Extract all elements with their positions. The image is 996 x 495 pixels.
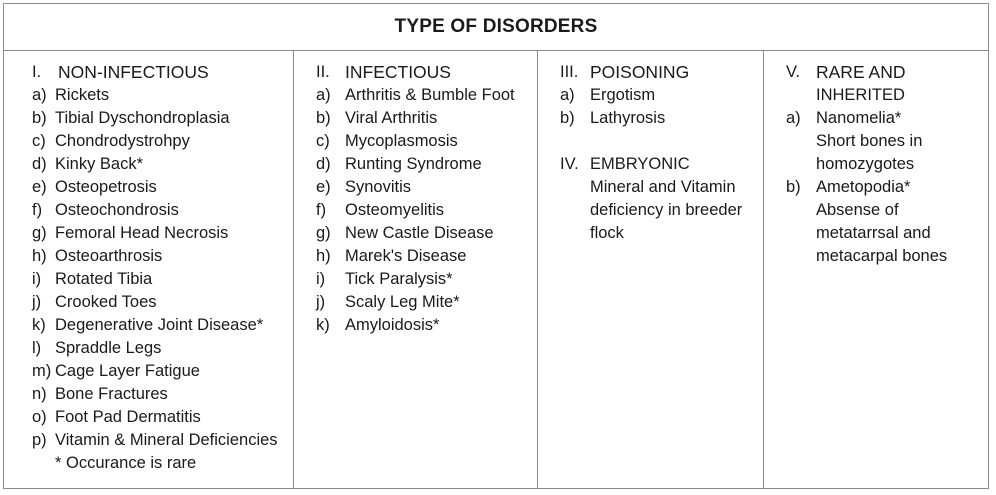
item-marker: e) xyxy=(316,178,331,196)
item-text: Runting Syndrome xyxy=(345,155,482,173)
list-item xyxy=(32,383,293,406)
column-heading xyxy=(786,61,990,84)
item-text: Osteomyelitis xyxy=(345,201,445,219)
item-marker: i) xyxy=(316,270,326,288)
list-item xyxy=(316,153,537,176)
item-text: Chondrodystrohpy xyxy=(55,132,190,150)
list-item xyxy=(32,314,293,337)
item-marker: g) xyxy=(32,224,47,242)
item-marker: a) xyxy=(32,86,47,104)
list-item xyxy=(32,429,293,452)
column-non-infectious xyxy=(4,51,293,488)
list-item xyxy=(32,291,293,314)
item-text: Arthritis & Bumble Foot xyxy=(345,86,515,104)
embryonic-description-line: deficiency in breeder xyxy=(590,201,743,219)
item-marker: a) xyxy=(316,86,331,104)
embryonic-description-line: flock xyxy=(590,224,624,242)
list-item xyxy=(316,245,537,268)
item-marker: c) xyxy=(32,132,46,150)
item-marker: k) xyxy=(316,316,330,334)
disorder-list xyxy=(316,84,537,337)
disorder-list xyxy=(560,84,763,130)
item-text: Rotated Tibia xyxy=(55,270,153,288)
item-text: Ametopodia* xyxy=(816,178,911,196)
item-text: Tibial Dyschondroplasia xyxy=(55,109,230,127)
list-item xyxy=(32,406,293,429)
item-marker: p) xyxy=(32,431,47,449)
list-item xyxy=(32,268,293,291)
item-text: Femoral Head Necrosis xyxy=(55,224,229,242)
heading-number: I. xyxy=(32,63,42,81)
item-text: Kinky Back* xyxy=(55,155,144,173)
item-marker: d) xyxy=(32,155,47,173)
column-infectious xyxy=(293,51,537,488)
item-text: Osteoarthrosis xyxy=(55,247,163,265)
heading-text: INFECTIOUS xyxy=(345,62,451,82)
item-text: Osteopetrosis xyxy=(55,178,157,196)
item-text: Nanomelia* xyxy=(816,109,902,127)
item-marker: m) xyxy=(32,362,52,380)
item-text: New Castle Disease xyxy=(345,224,494,242)
item-marker: b) xyxy=(786,178,801,196)
list-item xyxy=(32,84,293,107)
heading-number: V. xyxy=(786,63,801,81)
item-detail-line: metatarrsal and xyxy=(816,224,931,242)
heading-text-line2: INHERITED xyxy=(816,86,905,104)
list-item xyxy=(560,84,763,107)
column-poisoning xyxy=(537,51,763,488)
spacer xyxy=(560,130,763,153)
list-item xyxy=(316,199,537,222)
item-marker: l) xyxy=(32,339,42,357)
list-item xyxy=(32,222,293,245)
item-marker: a) xyxy=(560,86,575,104)
list-item xyxy=(316,268,537,291)
item-marker: c) xyxy=(316,132,330,150)
item-detail-line: metacarpal bones xyxy=(816,247,948,265)
subheading-embryonic xyxy=(560,153,763,176)
item-marker: b) xyxy=(32,109,47,127)
list-item xyxy=(316,314,537,337)
disorder-list xyxy=(32,84,293,452)
list-item xyxy=(786,176,990,199)
list-item xyxy=(786,107,990,130)
item-text: Osteochondrosis xyxy=(55,201,179,219)
list-item xyxy=(560,107,763,130)
list-item xyxy=(32,199,293,222)
table-title: TYPE OF DISORDERS xyxy=(4,4,988,51)
heading-number: II. xyxy=(316,63,330,81)
heading-text: POISONING xyxy=(590,62,690,82)
item-marker: a) xyxy=(786,109,801,127)
item-marker: b) xyxy=(316,109,331,127)
heading-number: III. xyxy=(560,63,579,81)
item-marker: d) xyxy=(316,155,331,173)
item-detail-line: Short bones in xyxy=(816,132,923,150)
item-detail-line: homozygotes xyxy=(816,155,915,173)
item-text: Foot Pad Dermatitis xyxy=(55,408,201,426)
item-text: Vitamin & Mineral Deficiencies xyxy=(55,431,278,449)
list-item xyxy=(32,337,293,360)
item-text: Scaly Leg Mite* xyxy=(345,293,460,311)
item-text: Rickets xyxy=(55,86,110,104)
list-item xyxy=(32,360,293,383)
item-marker: h) xyxy=(316,247,331,265)
heading-text: RARE AND xyxy=(816,62,906,82)
item-text: Ergotism xyxy=(590,86,656,104)
list-item xyxy=(316,84,537,107)
list-item xyxy=(316,222,537,245)
item-marker: b) xyxy=(560,109,575,127)
item-text: Amyloidosis* xyxy=(345,316,440,334)
column-rare-inherited xyxy=(763,51,990,488)
list-item xyxy=(32,107,293,130)
item-text: Spraddle Legs xyxy=(55,339,162,357)
item-text: Tick Paralysis* xyxy=(345,270,453,288)
column-heading xyxy=(560,61,763,84)
item-marker: n) xyxy=(32,385,47,403)
list-item xyxy=(32,176,293,199)
footnote: * Occurance is rare xyxy=(55,454,197,472)
item-marker: k) xyxy=(32,316,46,334)
column-heading xyxy=(32,61,293,84)
item-marker: i) xyxy=(32,270,42,288)
list-item xyxy=(316,107,537,130)
list-item xyxy=(316,291,537,314)
item-marker: e) xyxy=(32,178,47,196)
item-text: Marek's Disease xyxy=(345,247,467,265)
item-marker: f) xyxy=(316,201,327,219)
list-item xyxy=(32,245,293,268)
item-text: Mycoplasmosis xyxy=(345,132,458,150)
item-marker: h) xyxy=(32,247,47,265)
heading-text: EMBRYONIC xyxy=(590,155,690,173)
item-detail-line: Absense of xyxy=(816,201,899,219)
heading-number: IV. xyxy=(560,155,579,173)
item-marker: o) xyxy=(32,408,47,426)
disorders-table xyxy=(3,3,989,489)
item-text: Viral Arthritis xyxy=(345,109,438,127)
item-marker: f) xyxy=(32,201,43,219)
item-text: Degenerative Joint Disease* xyxy=(55,316,264,334)
list-item xyxy=(316,130,537,153)
embryonic-description-line: Mineral and Vitamin xyxy=(590,178,736,196)
list-item xyxy=(32,130,293,153)
heading-text: NON-INFECTIOUS xyxy=(58,62,209,82)
item-marker: j) xyxy=(32,293,42,311)
item-text: Bone Fractures xyxy=(55,385,168,403)
item-marker: g) xyxy=(316,224,331,242)
list-item xyxy=(32,153,293,176)
column-heading xyxy=(316,61,537,84)
item-text: Lathyrosis xyxy=(590,109,666,127)
item-marker: j) xyxy=(316,293,326,311)
item-text: Synovitis xyxy=(345,178,412,196)
list-item xyxy=(316,176,537,199)
item-text: Cage Layer Fatigue xyxy=(55,362,200,380)
item-text: Crooked Toes xyxy=(55,293,157,311)
